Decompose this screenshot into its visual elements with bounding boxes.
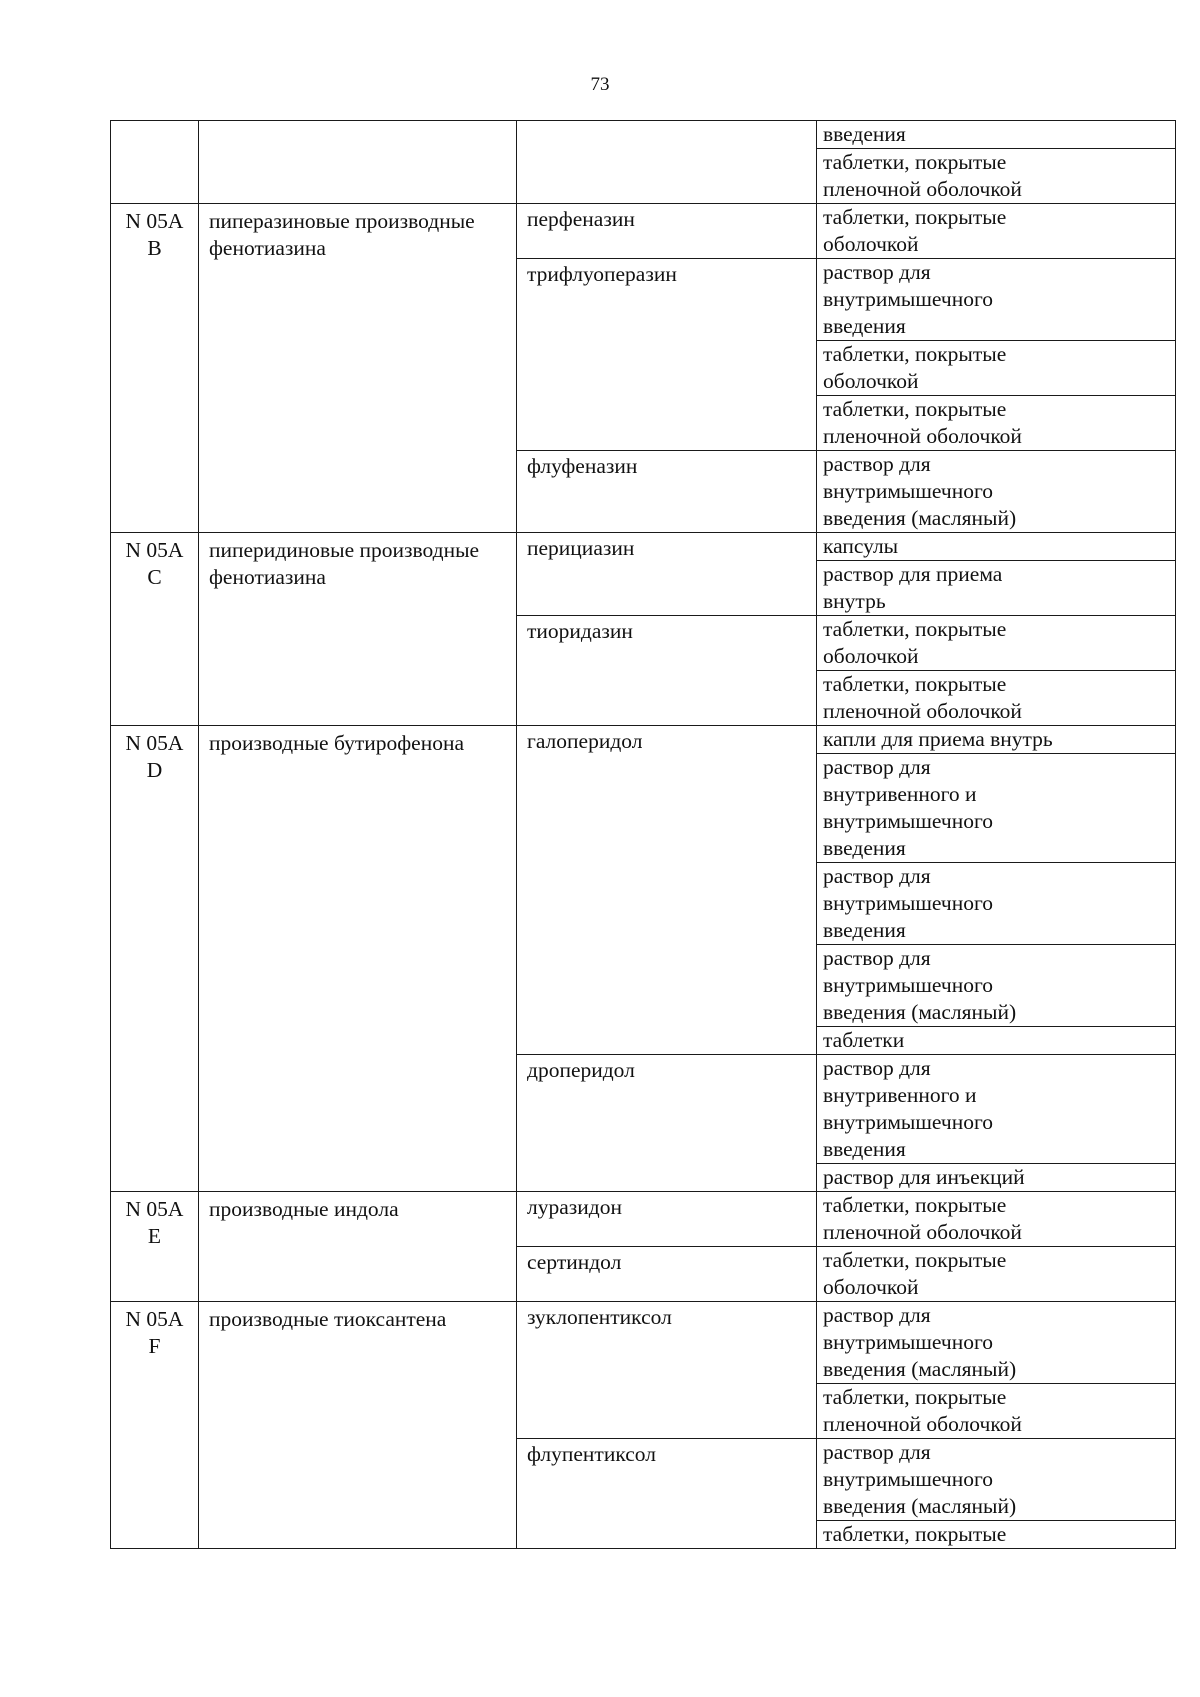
- atc-code-line: N 05A: [125, 1197, 184, 1221]
- group-line: производные индола: [209, 1197, 399, 1221]
- group-line: пиперазиновые производные: [209, 209, 475, 233]
- drug-name: тиоридазин: [527, 619, 633, 643]
- drug-cell: [517, 259, 817, 451]
- dosage-form-line: введения: [823, 122, 906, 146]
- drug-cell: [517, 121, 817, 204]
- dosage-form-line: раствор для: [823, 755, 931, 779]
- dosage-form-cell: [817, 1384, 1176, 1439]
- dosage-form-line: внутрь: [823, 589, 886, 613]
- dosage-form-cell: [817, 1521, 1176, 1549]
- group-line: производные бутирофенона: [209, 731, 464, 755]
- dosage-form-line: введения (масляный): [823, 1357, 1017, 1381]
- group-cell: [199, 1192, 517, 1302]
- atc-code-line: F: [148, 1334, 161, 1358]
- dosage-form-line: раствор для: [823, 1056, 931, 1080]
- drug-cell: [517, 616, 817, 726]
- dosage-form-line: пленочной оболочкой: [823, 424, 1022, 448]
- dosage-form-line: внутривенного и: [823, 782, 977, 806]
- dosage-form-cell: [817, 533, 1176, 561]
- group-cell: [199, 726, 517, 1192]
- dosage-form-line: капсулы: [823, 534, 899, 558]
- dosage-form-cell: [817, 259, 1176, 341]
- dosage-form-cell: [817, 616, 1176, 671]
- table-row: [111, 533, 1176, 561]
- dosage-form-line: внутримышечного: [823, 287, 994, 311]
- dosage-form-line: таблетки, покрытые: [823, 1385, 1007, 1409]
- group-cell: [199, 1302, 517, 1549]
- drug-name: перфеназин: [527, 207, 635, 231]
- table-row: [111, 1302, 1176, 1384]
- dosage-form-cell: [817, 671, 1176, 726]
- atc-code-cell: [111, 1302, 199, 1549]
- atc-code-cell: [111, 121, 199, 204]
- group-line: фенотиазина: [209, 565, 326, 589]
- dosage-form-cell: [817, 149, 1176, 204]
- drug-name: флупентиксол: [527, 1442, 656, 1466]
- dosage-form-line: раствор для: [823, 260, 931, 284]
- dosage-form-line: оболочкой: [823, 644, 919, 668]
- atc-code-line: N 05A: [125, 538, 184, 562]
- dosage-form-line: внутривенного и: [823, 1083, 977, 1107]
- dosage-form-line: внутримышечного: [823, 1330, 994, 1354]
- atc-code-line: N 05A: [125, 209, 184, 233]
- dosage-form-line: пленочной оболочкой: [823, 699, 1022, 723]
- group-line: фенотиазина: [209, 236, 326, 260]
- table-row: [111, 121, 1176, 149]
- atc-code-cell: [111, 204, 199, 533]
- dosage-form-line: внутримышечного: [823, 891, 994, 915]
- atc-code-line: N 05A: [125, 731, 184, 755]
- dosage-form-line: таблетки, покрытые: [823, 1522, 1007, 1546]
- drug-name: зуклопентиксол: [527, 1305, 672, 1329]
- dosage-form-cell: [817, 451, 1176, 533]
- page-number: 73: [590, 74, 610, 95]
- dosage-form-line: таблетки: [823, 1028, 905, 1052]
- dosage-form-line: капли для приема внутрь: [823, 727, 1053, 751]
- table-row: [111, 204, 1176, 259]
- dosage-form-line: раствор для: [823, 1440, 931, 1464]
- dosage-form-line: введения: [823, 918, 906, 942]
- dosage-form-cell: [817, 396, 1176, 451]
- drug-cell: [517, 726, 817, 1055]
- dosage-form-line: таблетки, покрытые: [823, 397, 1007, 421]
- atc-code-line: E: [147, 1224, 162, 1248]
- drug-name: перициазин: [527, 536, 635, 560]
- drug-cell: [517, 533, 817, 616]
- dosage-form-line: введения: [823, 1137, 906, 1161]
- atc-code-line: B: [147, 236, 162, 260]
- dosage-form-cell: [817, 1055, 1176, 1164]
- dosage-form-cell: [817, 754, 1176, 863]
- dosage-form-line: введения (масляный): [823, 1000, 1017, 1024]
- dosage-form-line: внутримышечного: [823, 973, 994, 997]
- atc-code-cell: [111, 533, 199, 726]
- atc-code-cell: [111, 1192, 199, 1302]
- dosage-form-line: введения (масляный): [823, 506, 1017, 530]
- atc-code-line: C: [147, 565, 162, 589]
- drug-name: луразидон: [527, 1195, 622, 1219]
- group-line: пиперидиновые производные: [209, 538, 480, 562]
- dosage-form-line: введения: [823, 314, 906, 338]
- dosage-form-line: таблетки, покрытые: [823, 205, 1007, 229]
- dosage-form-line: раствор для: [823, 1303, 931, 1327]
- group-cell: [199, 204, 517, 533]
- dosage-form-line: внутримышечного: [823, 1110, 994, 1134]
- drug-name: трифлуоперазин: [527, 262, 677, 286]
- group-line: производные тиоксантена: [209, 1307, 447, 1331]
- dosage-form-line: таблетки, покрытые: [823, 672, 1007, 696]
- atc-code-cell: [111, 726, 199, 1192]
- dosage-form-line: введения (масляный): [823, 1494, 1017, 1518]
- dosage-form-cell: [817, 863, 1176, 945]
- dosage-form-line: пленочной оболочкой: [823, 177, 1022, 201]
- drug-cell: [517, 1055, 817, 1192]
- atc-code-line: N 05A: [125, 1307, 184, 1331]
- dosage-form-cell: [817, 121, 1176, 149]
- dosage-form-cell: [817, 726, 1176, 754]
- dosage-form-line: таблетки, покрытые: [823, 342, 1007, 366]
- dosage-form-cell: [817, 945, 1176, 1027]
- drug-cell: [517, 204, 817, 259]
- table-row: [111, 726, 1176, 754]
- drug-cell: [517, 1247, 817, 1302]
- dosage-form-line: раствор для: [823, 452, 931, 476]
- dosage-form-cell: [817, 341, 1176, 396]
- dosage-form-line: раствор для инъекций: [823, 1165, 1025, 1189]
- dosage-form-cell: [817, 1247, 1176, 1302]
- table-row: [111, 1192, 1176, 1247]
- dosage-form-line: внутримышечного: [823, 479, 994, 503]
- drug-cell: [517, 1302, 817, 1439]
- dosage-form-cell: [817, 1192, 1176, 1247]
- group-cell: [199, 533, 517, 726]
- dosage-form-line: раствор для: [823, 946, 931, 970]
- dosage-form-line: таблетки, покрытые: [823, 150, 1007, 174]
- dosage-form-line: внутримышечного: [823, 1467, 994, 1491]
- drug-name: флуфеназин: [527, 454, 638, 478]
- drug-name: сертиндол: [527, 1250, 622, 1274]
- dosage-form-line: пленочной оболочкой: [823, 1220, 1022, 1244]
- dosage-form-cell: [817, 1439, 1176, 1521]
- dosage-form-line: оболочкой: [823, 232, 919, 256]
- dosage-form-line: раствор для приема: [823, 562, 1003, 586]
- dosage-form-line: оболочкой: [823, 1275, 919, 1299]
- drug-cell: [517, 451, 817, 533]
- dosage-form-line: введения: [823, 836, 906, 860]
- dosage-form-cell: [817, 1302, 1176, 1384]
- drug-name: дроперидол: [527, 1058, 635, 1082]
- dosage-form-line: таблетки, покрытые: [823, 1248, 1007, 1272]
- drug-table: [110, 120, 1176, 1549]
- dosage-form-line: таблетки, покрытые: [823, 1193, 1007, 1217]
- dosage-form-line: внутримышечного: [823, 809, 994, 833]
- dosage-form-line: пленочной оболочкой: [823, 1412, 1022, 1436]
- dosage-form-cell: [817, 1164, 1176, 1192]
- drug-cell: [517, 1439, 817, 1549]
- group-cell: [199, 121, 517, 204]
- dosage-form-line: оболочкой: [823, 369, 919, 393]
- atc-code-line: D: [146, 758, 163, 782]
- dosage-form-cell: [817, 1027, 1176, 1055]
- dosage-form-line: раствор для: [823, 864, 931, 888]
- dosage-form-cell: [817, 561, 1176, 616]
- drug-name: галоперидол: [527, 729, 643, 753]
- dosage-form-line: таблетки, покрытые: [823, 617, 1007, 641]
- drug-cell: [517, 1192, 817, 1247]
- dosage-form-cell: [817, 204, 1176, 259]
